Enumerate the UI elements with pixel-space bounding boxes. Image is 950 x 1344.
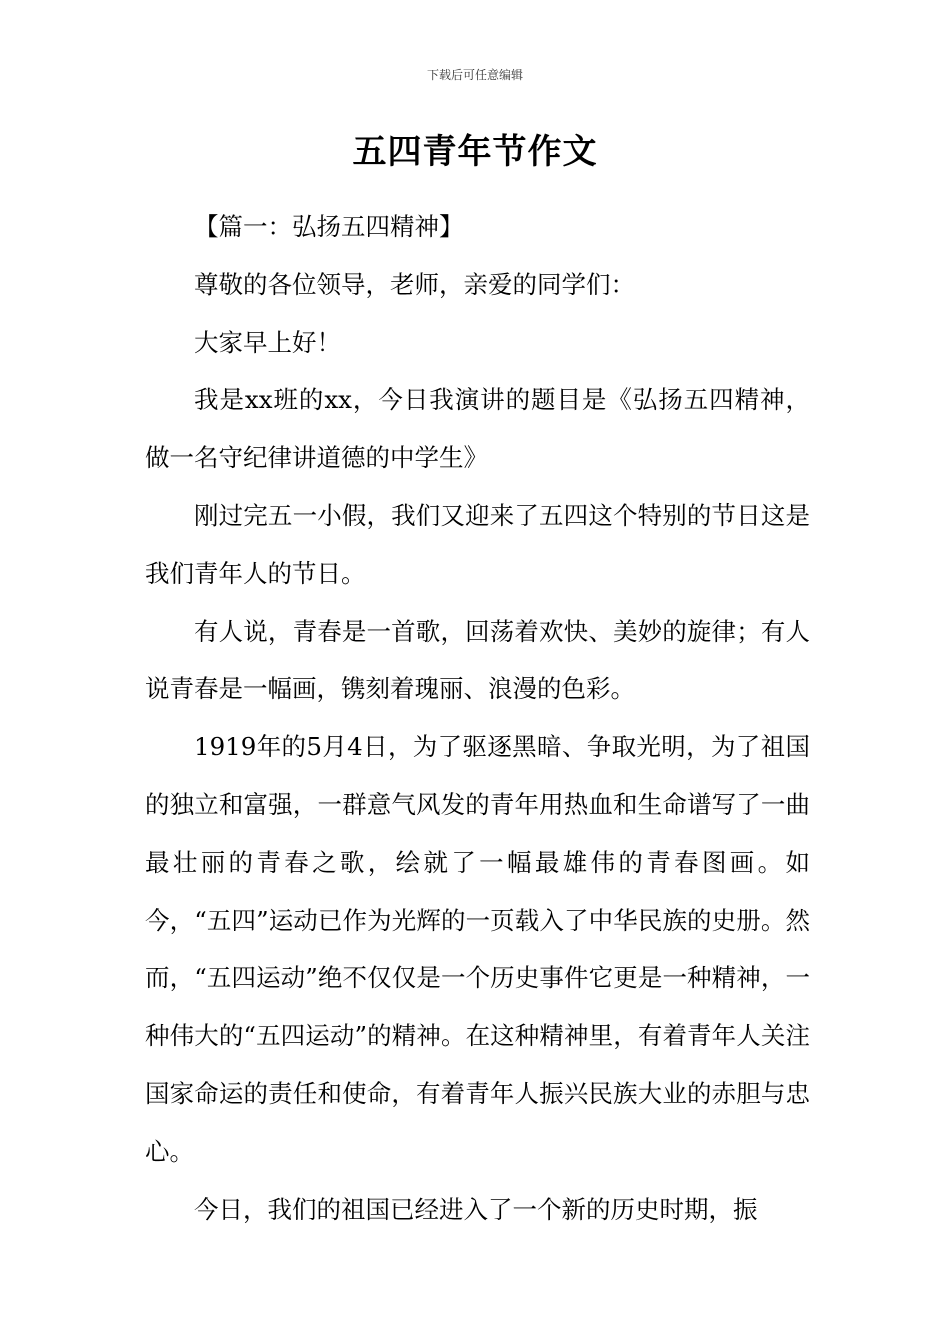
paragraph-holiday: 刚过完五一小假，我们又迎来了五四这个特别的节日这是我们青年人的节日。	[145, 500, 810, 588]
document-body	[145, 198, 810, 1238]
header-note: 下载后可任意编辑	[426, 68, 523, 82]
section-heading: 【篇一：弘扬五四精神】	[194, 212, 464, 241]
paragraph-history: 1919年的5月4日，为了驱逐黑暗、争取光明，为了祖国的独立和富强，一群意气风发的青年用热血和生命谱写了一曲最壮丽的青春之歌，绘就了一幅最雄伟的青春图画。如今，“五四”运动已作为光辉的一页载入了中华民族的史册。然而，“五四运动”绝不仅仅是一个历史事件它更是一种精神，一种伟大的“五四运动”的精神。在这种精神里，有着青年人关注国家命运的责任和使命，有着青年人振兴民族大业的赤胆与忠心。	[145, 732, 810, 1166]
paragraph-today: 今日，我们的祖国已经进入了一个新的历史时期，振	[194, 1194, 758, 1224]
paragraph-greeting: 尊敬的各位领导，老师，亲爱的同学们：	[194, 269, 635, 299]
paragraph-youth: 有人说，青春是一首歌，回荡着欢快、美妙的旋律；有人说青春是一幅画，镌刻着瑰丽、浪漫的色彩。	[145, 616, 810, 704]
paragraph-intro: 我是xx班的xx，今日我演讲的题目是《弘扬五四精神，做一名守纪律讲道德的中学生》	[145, 385, 810, 473]
document-title: 五四青年节作文	[352, 132, 598, 172]
paragraph-morning: 大家早上好！	[194, 327, 341, 357]
